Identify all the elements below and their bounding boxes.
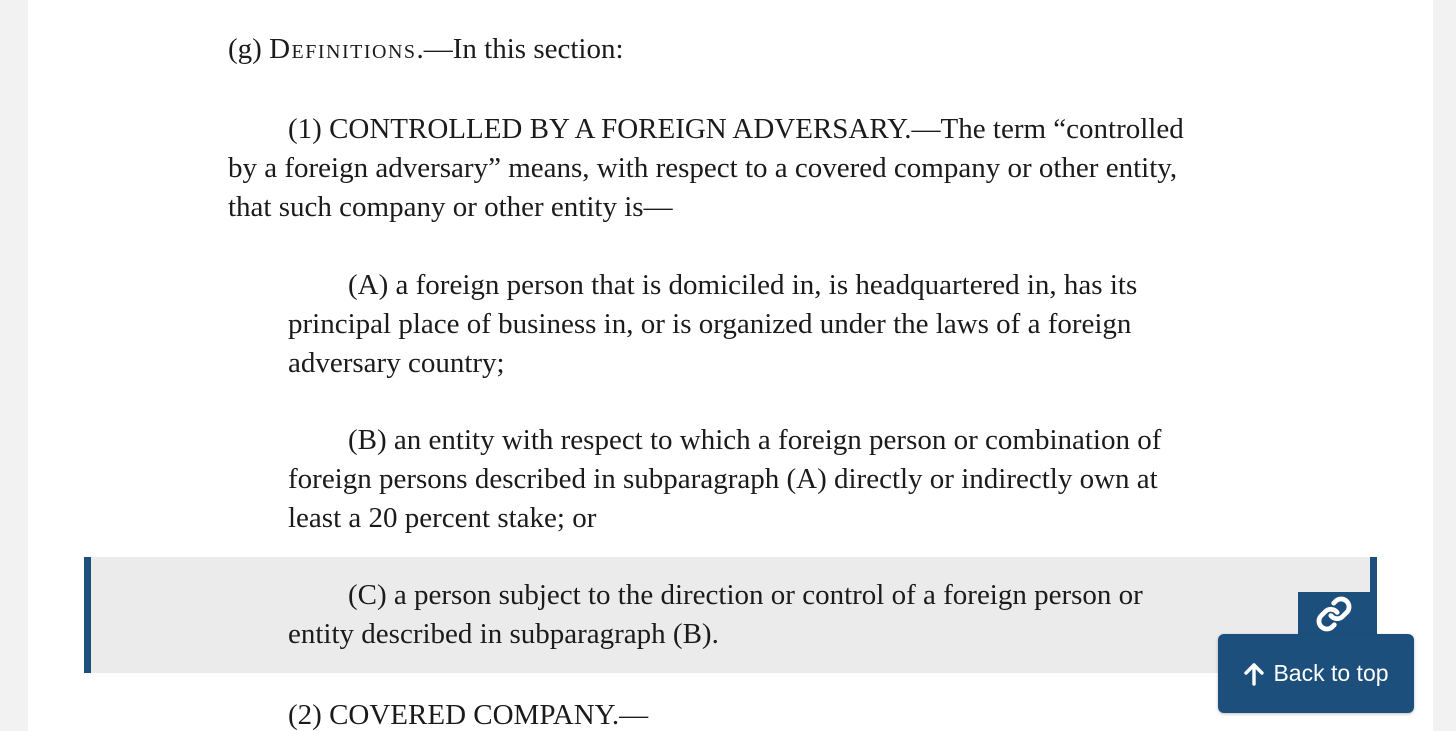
para-2-line-1: (2) COVERED COMPANY.— <box>288 699 649 731</box>
para-B-line-1: (B) an entity with respect to which a foreign person or combination of <box>348 424 1162 456</box>
section-g-heading <box>228 30 624 69</box>
arrow-up-icon <box>1243 662 1265 686</box>
permalink-button[interactable] <box>1298 592 1370 636</box>
para-B-line-2: foreign persons described in subparagraph (A) directly or indirectly own at <box>288 463 1158 495</box>
para-A-line-2: principal place of business in, or is organized under the laws of a foreign <box>288 308 1132 340</box>
para-1-line-1: (1) CONTROLLED BY A FOREIGN ADVERSARY.—The term “controlled <box>288 113 1184 145</box>
para-C-line-2: entity described in subparagraph (B). <box>288 618 719 650</box>
section-g-title: Definitions <box>269 33 417 65</box>
link-icon <box>1315 595 1353 633</box>
section-g-label: (g) <box>228 33 270 65</box>
para-1-line-3: that such company or other entity is— <box>228 191 673 223</box>
para-1-line-2: by a foreign adversary” means, with respect to a covered company or other entity, <box>228 152 1178 184</box>
section-g-intro: .—In this section: <box>416 33 624 65</box>
para-C-line-1: (C) a person subject to the direction or control of a foreign person or <box>348 579 1143 611</box>
back-to-top-button[interactable] <box>1218 634 1414 713</box>
para-A-line-3: adversary country; <box>288 347 505 379</box>
para-A-line-1: (A) a foreign person that is domiciled in, is headquartered in, has its <box>348 269 1138 301</box>
back-to-top-label: Back to top <box>1273 660 1389 686</box>
para-B-line-3: least a 20 percent stake; or <box>288 502 597 534</box>
